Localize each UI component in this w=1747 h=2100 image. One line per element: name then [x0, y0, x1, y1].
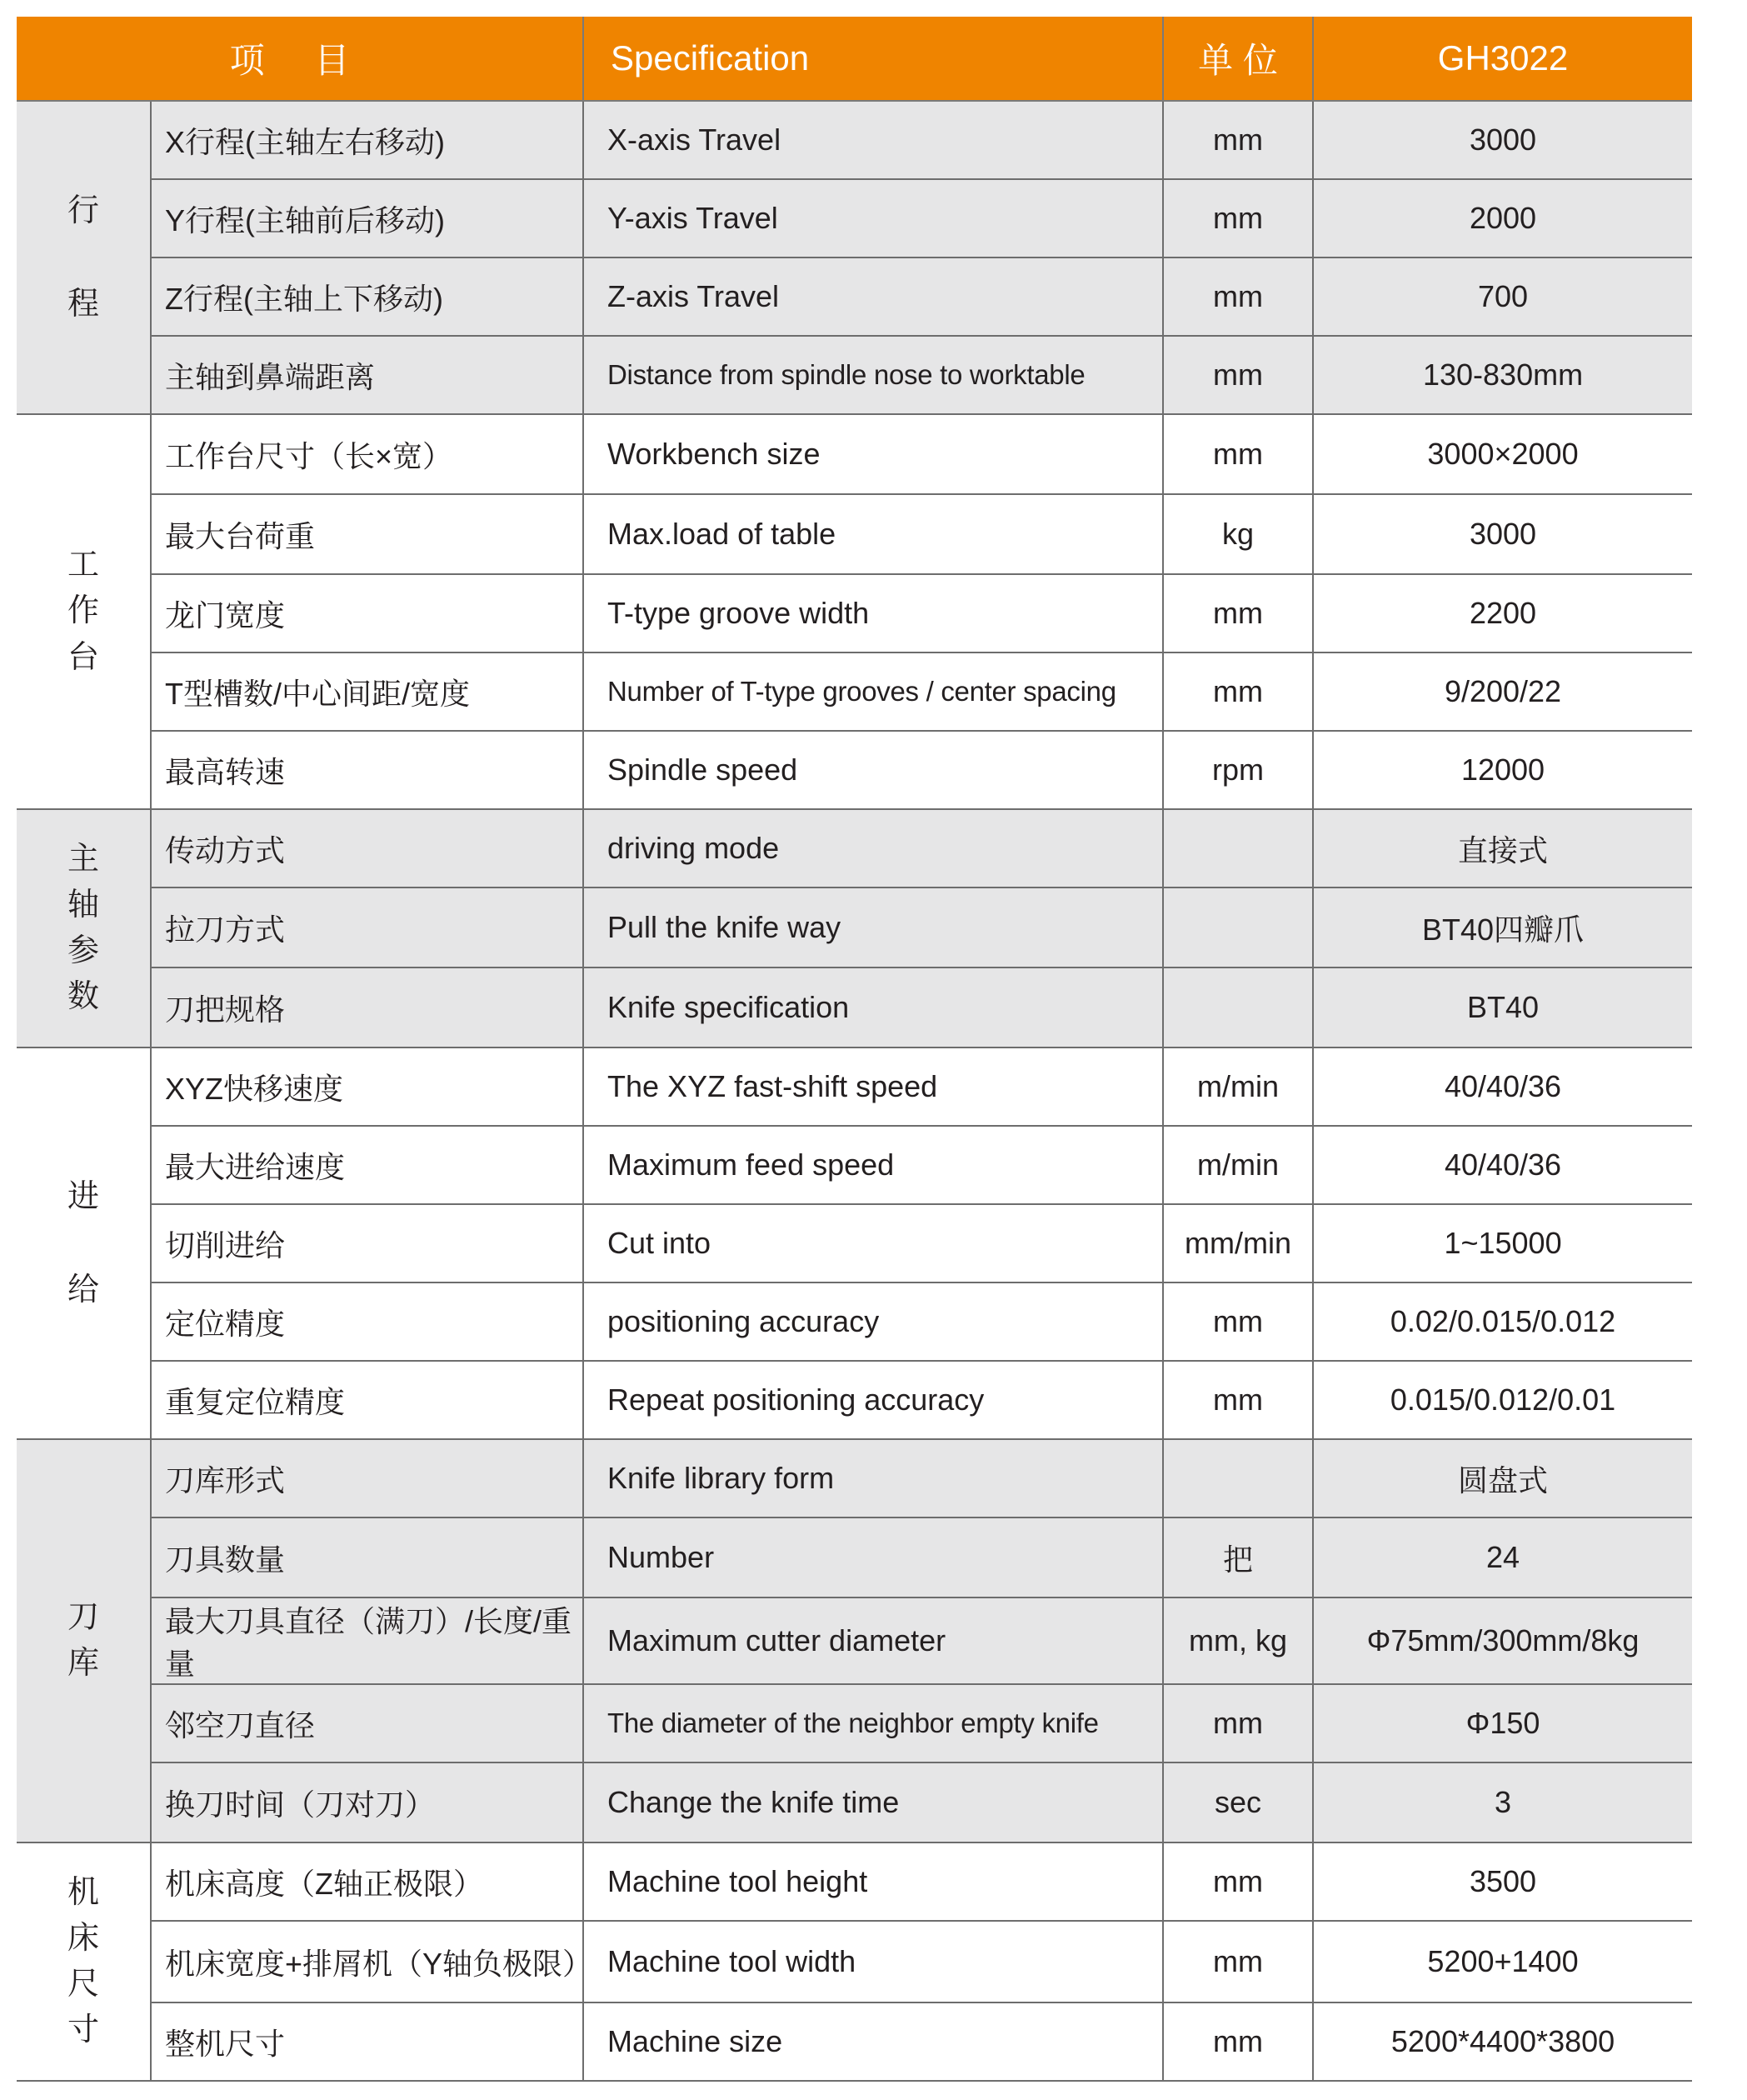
table-row	[17, 809, 1692, 888]
specification-en: Cut into	[583, 1204, 1163, 1282]
specification-en: driving mode	[583, 809, 1163, 888]
table-row	[17, 968, 1692, 1048]
category-label: 工作台	[67, 548, 99, 675]
unit-cell: rpm	[1163, 731, 1313, 809]
item-name-cn: 整机尺寸	[151, 2002, 583, 2081]
item-name-cn: 邻空刀直径	[151, 1684, 583, 1762]
specification-en: Workbench size	[583, 414, 1163, 494]
spec-table	[17, 17, 1692, 2082]
category-cell	[17, 809, 151, 1048]
specification-en: Maximum cutter diameter	[583, 1598, 1163, 1684]
item-name-cn: 主轴到鼻端距离	[151, 336, 583, 414]
table-row	[17, 731, 1692, 809]
specification-en: Knife specification	[583, 968, 1163, 1048]
table-row	[17, 336, 1692, 414]
unit-cell: mm	[1163, 179, 1313, 258]
category-label: 进给	[67, 1178, 99, 1308]
specification-en: Knife library form	[583, 1439, 1163, 1518]
value-cell: 12000	[1313, 731, 1692, 809]
table-row	[17, 1518, 1692, 1598]
table-header-row	[17, 17, 1692, 101]
value-cell: BT40	[1313, 968, 1692, 1048]
unit-cell: mm	[1163, 101, 1313, 179]
specification-en: Machine size	[583, 2002, 1163, 2081]
item-name-cn: 刀具数量	[151, 1518, 583, 1598]
specification-en: positioning accuracy	[583, 1282, 1163, 1361]
item-name-cn: Y行程(主轴前后移动)	[151, 179, 583, 258]
specification-en: Change the knife time	[583, 1762, 1163, 1842]
specification-en: T-type groove width	[583, 574, 1163, 652]
unit-cell	[1163, 968, 1313, 1048]
table-row	[17, 1842, 1692, 1921]
table-row	[17, 494, 1692, 574]
table-row	[17, 1048, 1692, 1126]
unit-cell: mm/min	[1163, 1204, 1313, 1282]
table-row	[17, 652, 1692, 731]
value-cell: 3000×2000	[1313, 414, 1692, 494]
specification-en: Max.load of table	[583, 494, 1163, 574]
unit-cell: mm	[1163, 1684, 1313, 1762]
unit-cell: mm	[1163, 1361, 1313, 1439]
unit-cell: mm	[1163, 258, 1313, 336]
table-row	[17, 888, 1692, 968]
value-cell: Φ75mm/300mm/8kg	[1313, 1598, 1692, 1684]
value-cell: Φ150	[1313, 1684, 1692, 1762]
specification-en: Z-axis Travel	[583, 258, 1163, 336]
item-name-cn: 最大台荷重	[151, 494, 583, 574]
item-name-cn: 最大刀具直径（满刀）/长度/重量	[151, 1598, 583, 1684]
specification-en: Pull the knife way	[583, 888, 1163, 968]
item-name-cn: 重复定位精度	[151, 1361, 583, 1439]
item-name-cn: 机床高度（Z轴正极限）	[151, 1842, 583, 1921]
unit-cell	[1163, 1439, 1313, 1518]
table-row	[17, 414, 1692, 494]
item-name-cn: XYZ快移速度	[151, 1048, 583, 1126]
table-row	[17, 1282, 1692, 1361]
table-row	[17, 1762, 1692, 1842]
value-cell: 3000	[1313, 494, 1692, 574]
value-cell: 2000	[1313, 179, 1692, 258]
header-unit: 单 位	[1163, 17, 1313, 101]
value-cell: 700	[1313, 258, 1692, 336]
unit-cell: m/min	[1163, 1048, 1313, 1126]
value-cell: 130-830mm	[1313, 336, 1692, 414]
value-cell: 9/200/22	[1313, 652, 1692, 731]
unit-cell: mm	[1163, 1842, 1313, 1921]
specification-en: Y-axis Travel	[583, 179, 1163, 258]
value-cell: 1~15000	[1313, 1204, 1692, 1282]
category-cell	[17, 414, 151, 809]
table-row	[17, 1126, 1692, 1204]
value-cell: 圆盘式	[1313, 1439, 1692, 1518]
table-row	[17, 2002, 1692, 2081]
unit-cell: mm	[1163, 1282, 1313, 1361]
item-name-cn: 换刀时间（刀对刀）	[151, 1762, 583, 1842]
unit-cell: kg	[1163, 494, 1313, 574]
value-cell: 3000	[1313, 101, 1692, 179]
category-cell	[17, 1842, 151, 2081]
value-cell: 24	[1313, 1518, 1692, 1598]
item-name-cn: 刀库形式	[151, 1439, 583, 1518]
unit-cell: 把	[1163, 1518, 1313, 1598]
table-row	[17, 179, 1692, 258]
value-cell: 3	[1313, 1762, 1692, 1842]
table-row	[17, 1921, 1692, 2002]
unit-cell: mm, kg	[1163, 1598, 1313, 1684]
table-row	[17, 101, 1692, 179]
category-label: 机床尺寸	[67, 1874, 99, 2048]
item-name-cn: 工作台尺寸（长×宽）	[151, 414, 583, 494]
unit-cell	[1163, 809, 1313, 888]
table-row	[17, 1204, 1692, 1282]
item-name-cn: 拉刀方式	[151, 888, 583, 968]
item-name-cn: 定位精度	[151, 1282, 583, 1361]
unit-cell: mm	[1163, 574, 1313, 652]
item-name-cn: 切削进给	[151, 1204, 583, 1282]
value-cell: 40/40/36	[1313, 1126, 1692, 1204]
specification-en: Machine tool height	[583, 1842, 1163, 1921]
value-cell: 2200	[1313, 574, 1692, 652]
specification-en: Maximum feed speed	[583, 1126, 1163, 1204]
specification-en: The diameter of the neighbor empty knife	[583, 1684, 1163, 1762]
value-cell: 5200*4400*3800	[1313, 2002, 1692, 2081]
header-specification: Specification	[583, 17, 1163, 101]
item-name-cn: 最大进给速度	[151, 1126, 583, 1204]
value-cell: 直接式	[1313, 809, 1692, 888]
specification-en: Number of T-type grooves / center spacing	[583, 652, 1163, 731]
item-name-cn: 机床宽度+排屑机（Y轴负极限）	[151, 1921, 583, 2002]
specification-en: Machine tool width	[583, 1921, 1163, 2002]
category-label: 主轴参数	[67, 841, 99, 1015]
category-label: 行程	[67, 192, 99, 322]
category-cell	[17, 1048, 151, 1439]
value-cell: BT40四瓣爪	[1313, 888, 1692, 968]
table-row	[17, 1361, 1692, 1439]
value-cell: 40/40/36	[1313, 1048, 1692, 1126]
unit-cell: mm	[1163, 336, 1313, 414]
value-cell: 5200+1400	[1313, 1921, 1692, 2002]
category-cell	[17, 101, 151, 414]
item-name-cn: T型槽数/中心间距/宽度	[151, 652, 583, 731]
item-name-cn: 传动方式	[151, 809, 583, 888]
item-name-cn: Z行程(主轴上下移动)	[151, 258, 583, 336]
specification-en: Spindle speed	[583, 731, 1163, 809]
spec-table-body	[17, 101, 1692, 2081]
unit-cell: mm	[1163, 414, 1313, 494]
specification-en: X-axis Travel	[583, 101, 1163, 179]
table-row	[17, 574, 1692, 652]
item-name-cn: X行程(主轴左右移动)	[151, 101, 583, 179]
unit-cell: mm	[1163, 1921, 1313, 2002]
unit-cell: m/min	[1163, 1126, 1313, 1204]
specification-en: The XYZ fast-shift speed	[583, 1048, 1163, 1126]
item-name-cn: 最高转速	[151, 731, 583, 809]
table-row	[17, 1598, 1692, 1684]
specification-en: Distance from spindle nose to worktable	[583, 336, 1163, 414]
unit-cell: mm	[1163, 652, 1313, 731]
table-row	[17, 258, 1692, 336]
category-label: 刀库	[67, 1599, 99, 1681]
header-model: GH3022	[1313, 17, 1692, 101]
category-cell	[17, 1439, 151, 1842]
value-cell: 0.02/0.015/0.012	[1313, 1282, 1692, 1361]
unit-cell: sec	[1163, 1762, 1313, 1842]
unit-cell: mm	[1163, 2002, 1313, 2081]
value-cell: 3500	[1313, 1842, 1692, 1921]
table-row	[17, 1439, 1692, 1518]
specification-en: Number	[583, 1518, 1163, 1598]
item-name-cn: 刀把规格	[151, 968, 583, 1048]
value-cell: 0.015/0.012/0.01	[1313, 1361, 1692, 1439]
header-item: 项 目	[17, 17, 583, 101]
table-row	[17, 1684, 1692, 1762]
unit-cell	[1163, 888, 1313, 968]
item-name-cn: 龙门宽度	[151, 574, 583, 652]
specification-en: Repeat positioning accuracy	[583, 1361, 1163, 1439]
